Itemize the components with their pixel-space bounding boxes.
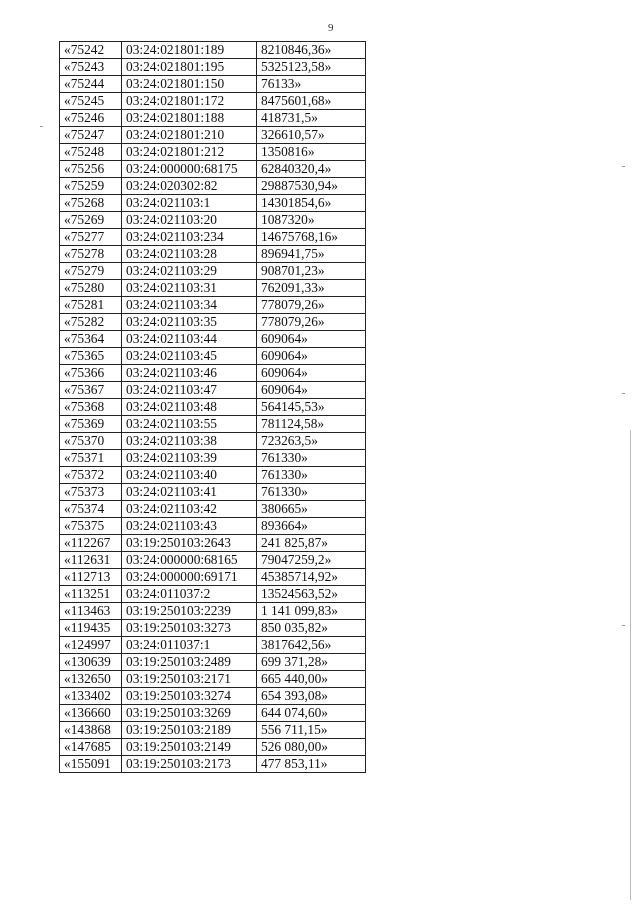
table-row — [60, 161, 366, 178]
table-row — [60, 739, 366, 756]
table-row — [60, 42, 366, 59]
table-row — [60, 518, 366, 535]
cadastral-number-cell: 03:24:021103:28 — [122, 246, 257, 263]
registry-number-cell: «136660 — [60, 705, 122, 722]
registry-number-cell: «75278 — [60, 246, 122, 263]
cadastral-number-cell: 03:24:021801:172 — [122, 93, 257, 110]
table-row — [60, 365, 366, 382]
registry-number-cell: «75375 — [60, 518, 122, 535]
cadastral-number-cell: 03:24:021103:39 — [122, 450, 257, 467]
cadastral-number-cell: 03:24:021801:188 — [122, 110, 257, 127]
value-cell: 893664» — [257, 518, 366, 535]
value-cell: 665 440,00» — [257, 671, 366, 688]
table-row — [60, 586, 366, 603]
table-row — [60, 484, 366, 501]
registry-number-cell: «132650 — [60, 671, 122, 688]
registry-number-cell: «75369 — [60, 416, 122, 433]
registry-number-cell: «75269 — [60, 212, 122, 229]
cadastral-number-cell: 03:24:021801:195 — [122, 59, 257, 76]
value-cell: 609064» — [257, 331, 366, 348]
table-row — [60, 688, 366, 705]
table-row — [60, 654, 366, 671]
scan-speck — [40, 126, 43, 127]
table-row — [60, 348, 366, 365]
registry-number-cell: «75364 — [60, 331, 122, 348]
registry-number-cell: «113463 — [60, 603, 122, 620]
cadastral-number-cell: 03:19:250103:2171 — [122, 671, 257, 688]
value-cell: 654 393,08» — [257, 688, 366, 705]
value-cell: 761330» — [257, 450, 366, 467]
registry-number-cell: «75246 — [60, 110, 122, 127]
registry-number-cell: «75259 — [60, 178, 122, 195]
table-row — [60, 59, 366, 76]
registry-number-cell: «75245 — [60, 93, 122, 110]
table-row — [60, 76, 366, 93]
value-cell: 609064» — [257, 365, 366, 382]
table-row — [60, 552, 366, 569]
cadastral-number-cell: 03:19:250103:3274 — [122, 688, 257, 705]
cadastral-number-cell: 03:24:011037:1 — [122, 637, 257, 654]
registry-number-cell: «75248 — [60, 144, 122, 161]
cadastral-number-cell: 03:24:021103:44 — [122, 331, 257, 348]
registry-number-cell: «75373 — [60, 484, 122, 501]
value-cell: 723263,5» — [257, 433, 366, 450]
cadastral-number-cell: 03:24:021103:46 — [122, 365, 257, 382]
table-row — [60, 399, 366, 416]
table-row — [60, 93, 366, 110]
cadastral-number-cell: 03:24:000000:68165 — [122, 552, 257, 569]
table-row — [60, 637, 366, 654]
records-table — [59, 41, 366, 773]
cadastral-number-cell: 03:24:021801:189 — [122, 42, 257, 59]
cadastral-number-cell: 03:24:021103:20 — [122, 212, 257, 229]
value-cell: 326610,57» — [257, 127, 366, 144]
cadastral-number-cell: 03:24:021103:42 — [122, 501, 257, 518]
table-row — [60, 246, 366, 263]
scan-speck — [622, 166, 625, 167]
value-cell: 908701,23» — [257, 263, 366, 280]
registry-number-cell: «75370 — [60, 433, 122, 450]
value-cell: 79047259,2» — [257, 552, 366, 569]
value-cell: 1087320» — [257, 212, 366, 229]
value-cell: 62840320,4» — [257, 161, 366, 178]
value-cell: 5325123,58» — [257, 59, 366, 76]
registry-number-cell: «112631 — [60, 552, 122, 569]
table-row — [60, 501, 366, 518]
value-cell: 781124,58» — [257, 416, 366, 433]
registry-number-cell: «75277 — [60, 229, 122, 246]
cadastral-number-cell: 03:24:021103:31 — [122, 280, 257, 297]
registry-number-cell: «75247 — [60, 127, 122, 144]
cadastral-number-cell: 03:19:250103:3269 — [122, 705, 257, 722]
cadastral-number-cell: 03:19:250103:2189 — [122, 722, 257, 739]
value-cell: 850 035,82» — [257, 620, 366, 637]
registry-number-cell: «75366 — [60, 365, 122, 382]
value-cell: 609064» — [257, 348, 366, 365]
registry-number-cell: «75371 — [60, 450, 122, 467]
cadastral-number-cell: 03:19:250103:3273 — [122, 620, 257, 637]
cadastral-number-cell: 03:24:021103:48 — [122, 399, 257, 416]
cadastral-number-cell: 03:19:250103:2173 — [122, 756, 257, 773]
table-row — [60, 110, 366, 127]
registry-number-cell: «75244 — [60, 76, 122, 93]
value-cell: 14301854,6» — [257, 195, 366, 212]
table-row — [60, 195, 366, 212]
table-row — [60, 229, 366, 246]
cadastral-number-cell: 03:19:250103:2149 — [122, 739, 257, 756]
cadastral-number-cell: 03:24:021103:41 — [122, 484, 257, 501]
cadastral-number-cell: 03:24:021103:43 — [122, 518, 257, 535]
table-row — [60, 603, 366, 620]
value-cell: 380665» — [257, 501, 366, 518]
value-cell: 699 371,28» — [257, 654, 366, 671]
registry-number-cell: «75256 — [60, 161, 122, 178]
registry-number-cell: «75282 — [60, 314, 122, 331]
value-cell: 896941,75» — [257, 246, 366, 263]
value-cell: 644 074,60» — [257, 705, 366, 722]
table-row — [60, 705, 366, 722]
cadastral-number-cell: 03:24:020302:82 — [122, 178, 257, 195]
registry-number-cell: «75365 — [60, 348, 122, 365]
table-row — [60, 382, 366, 399]
cadastral-number-cell: 03:19:250103:2489 — [122, 654, 257, 671]
registry-number-cell: «75372 — [60, 467, 122, 484]
value-cell: 761330» — [257, 484, 366, 501]
table-row — [60, 280, 366, 297]
registry-number-cell: «75280 — [60, 280, 122, 297]
registry-number-cell: «155091 — [60, 756, 122, 773]
cadastral-number-cell: 03:24:021103:35 — [122, 314, 257, 331]
value-cell: 1350816» — [257, 144, 366, 161]
table-row — [60, 144, 366, 161]
registry-number-cell: «112713 — [60, 569, 122, 586]
value-cell: 8210846,36» — [257, 42, 366, 59]
value-cell: 556 711,15» — [257, 722, 366, 739]
registry-number-cell: «75243 — [60, 59, 122, 76]
table-row — [60, 756, 366, 773]
value-cell: 761330» — [257, 467, 366, 484]
cadastral-number-cell: 03:24:011037:2 — [122, 586, 257, 603]
table-row — [60, 331, 366, 348]
registry-number-cell: «119435 — [60, 620, 122, 637]
table-row — [60, 297, 366, 314]
value-cell: 564145,53» — [257, 399, 366, 416]
table-row — [60, 467, 366, 484]
cadastral-number-cell: 03:24:021103:234 — [122, 229, 257, 246]
cadastral-number-cell: 03:24:021103:38 — [122, 433, 257, 450]
scan-margin-line — [630, 430, 631, 900]
table-row — [60, 535, 366, 552]
cadastral-number-cell: 03:24:021103:1 — [122, 195, 257, 212]
value-cell: 14675768,16» — [257, 229, 366, 246]
value-cell: 241 825,87» — [257, 535, 366, 552]
value-cell: 609064» — [257, 382, 366, 399]
registry-number-cell: «75268 — [60, 195, 122, 212]
value-cell: 762091,33» — [257, 280, 366, 297]
table-row — [60, 671, 366, 688]
page-number: 9 — [328, 22, 334, 34]
value-cell: 778079,26» — [257, 314, 366, 331]
value-cell: 13524563,52» — [257, 586, 366, 603]
cadastral-number-cell: 03:24:021801:150 — [122, 76, 257, 93]
table-row — [60, 450, 366, 467]
table-row — [60, 620, 366, 637]
value-cell: 76133» — [257, 76, 366, 93]
value-cell: 45385714,92» — [257, 569, 366, 586]
registry-number-cell: «75367 — [60, 382, 122, 399]
cadastral-number-cell: 03:19:250103:2643 — [122, 535, 257, 552]
cadastral-number-cell: 03:24:021103:45 — [122, 348, 257, 365]
registry-number-cell: «112267 — [60, 535, 122, 552]
value-cell: 8475601,68» — [257, 93, 366, 110]
cadastral-number-cell: 03:24:021801:210 — [122, 127, 257, 144]
value-cell: 526 080,00» — [257, 739, 366, 756]
registry-number-cell: «75281 — [60, 297, 122, 314]
cadastral-number-cell: 03:24:021103:40 — [122, 467, 257, 484]
table-row — [60, 569, 366, 586]
registry-number-cell: «75374 — [60, 501, 122, 518]
registry-number-cell: «75279 — [60, 263, 122, 280]
value-cell: 1 141 099,83» — [257, 603, 366, 620]
table-row — [60, 263, 366, 280]
value-cell: 477 853,11» — [257, 756, 366, 773]
registry-number-cell: «124997 — [60, 637, 122, 654]
value-cell: 29887530,94» — [257, 178, 366, 195]
registry-number-cell: «147685 — [60, 739, 122, 756]
cadastral-number-cell: 03:24:000000:69171 — [122, 569, 257, 586]
registry-number-cell: «133402 — [60, 688, 122, 705]
registry-number-cell: «130639 — [60, 654, 122, 671]
cadastral-number-cell: 03:24:021103:47 — [122, 382, 257, 399]
table-row — [60, 127, 366, 144]
value-cell: 3817642,56» — [257, 637, 366, 654]
cadastral-number-cell: 03:19:250103:2239 — [122, 603, 257, 620]
table-row — [60, 433, 366, 450]
registry-number-cell: «75368 — [60, 399, 122, 416]
records-table-body — [60, 42, 366, 773]
table-row — [60, 212, 366, 229]
table-row — [60, 178, 366, 195]
scan-speck — [622, 393, 625, 394]
cadastral-number-cell: 03:24:021103:29 — [122, 263, 257, 280]
value-cell: 418731,5» — [257, 110, 366, 127]
scan-speck — [622, 625, 625, 626]
table-row — [60, 314, 366, 331]
cadastral-number-cell: 03:24:021801:212 — [122, 144, 257, 161]
table-row — [60, 416, 366, 433]
value-cell: 778079,26» — [257, 297, 366, 314]
registry-number-cell: «75242 — [60, 42, 122, 59]
registry-number-cell: «113251 — [60, 586, 122, 603]
cadastral-number-cell: 03:24:021103:55 — [122, 416, 257, 433]
table-row — [60, 722, 366, 739]
registry-number-cell: «143868 — [60, 722, 122, 739]
cadastral-number-cell: 03:24:000000:68175 — [122, 161, 257, 178]
cadastral-number-cell: 03:24:021103:34 — [122, 297, 257, 314]
